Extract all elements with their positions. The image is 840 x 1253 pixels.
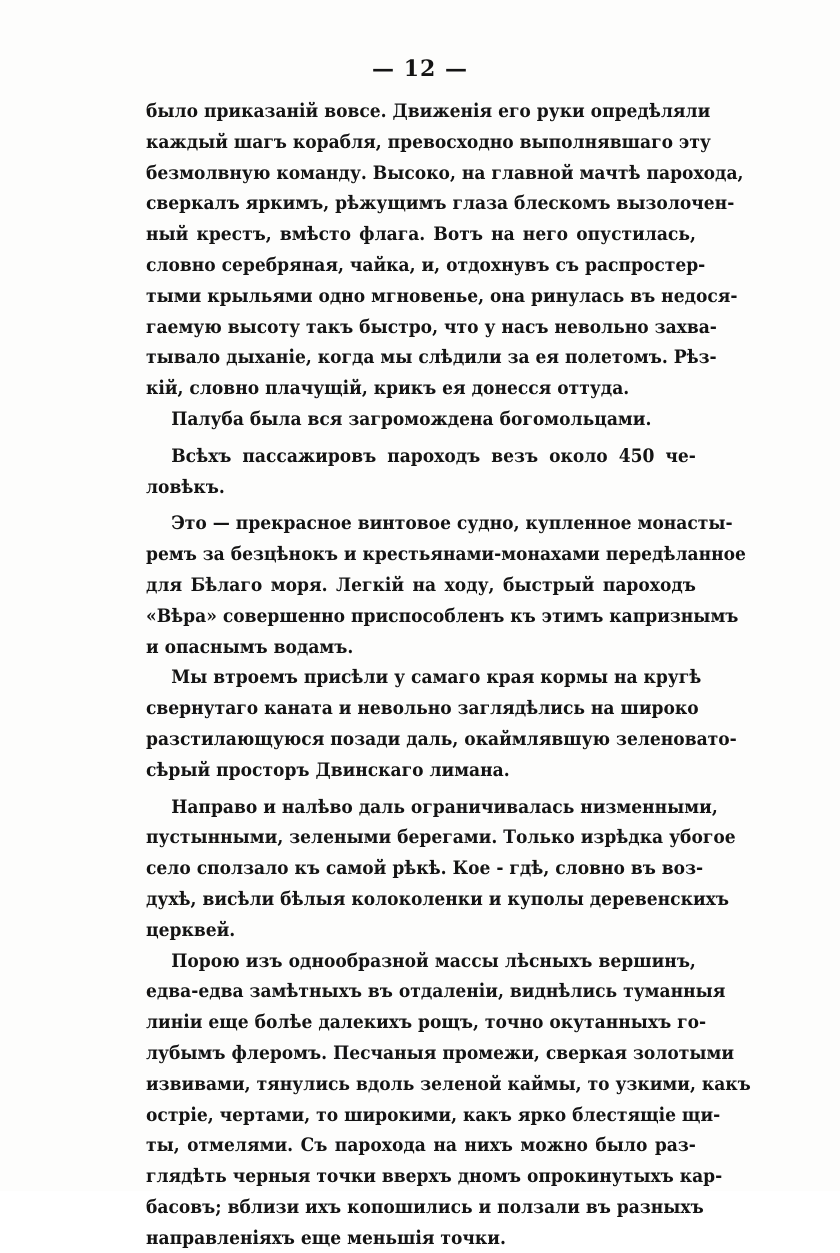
text-line: Это — прекрасное винтовое судно, купленное монасты-	[171, 512, 733, 535]
text-line: пустынными, зелеными берегами. Только изрѣдка убогое	[146, 826, 736, 849]
text-line: сверкалъ яркимъ, рѣжущимъ глаза блескомъ вызолочен-	[146, 192, 735, 215]
text-line: свернутаго каната и невольно заглядѣлись на широко	[146, 697, 699, 720]
text-line: безмолвную команду. Высоко, на главной мачтѣ парохода,	[146, 161, 744, 184]
text-line: село сползало къ самой рѣкѣ. Кое - гдѣ, словно въ воз-	[146, 857, 704, 880]
text-line: гаемую высоту такъ быстро, что у насъ невольно захва-	[146, 315, 717, 338]
text-line: Направо и налѣво даль ограничивалась низменными,	[171, 795, 718, 818]
text-line: словно серебряная, чайка, и, отдохнувъ съ распростер-	[146, 253, 706, 276]
text-line: тыми крыльями одно мгновенье, она ринулась въ недося-	[146, 284, 738, 307]
text-line: кій, словно плачущій, крикъ ея донесся оттуда.	[146, 377, 630, 400]
text-line: ный крестъ, вмѣсто флага. Вотъ на него опустилась,	[146, 223, 696, 246]
text-line: басовъ; вблизи ихъ копошились и ползали въ разныхъ	[146, 1195, 704, 1218]
text-line: церквей.	[146, 918, 236, 941]
text-line: лубымъ флеромъ. Песчаныя промежи, сверкая золотыми	[146, 1041, 735, 1064]
text-line: глядѣть черныя точки вверхъ дномъ опрокинутыхъ кар-	[146, 1165, 723, 1188]
text-line: ремъ за безцѣнокъ и крестьянами-монахами передѣланное	[146, 543, 746, 566]
text-line: тывало дыханіе, когда мы слѣдили за ея полетомъ. Рѣз-	[146, 346, 717, 369]
text-line: разстилающуюся позади даль, окаймлявшую зеленовато-	[146, 727, 737, 750]
text-line: направленіяхъ еще меньшія точки.	[146, 1226, 506, 1249]
page-number: — 12 —	[372, 56, 468, 82]
text-line: каждый шагъ корабля, превосходно выполнявшаго эту	[146, 130, 711, 153]
text-line: ловѣкъ.	[146, 475, 225, 498]
text-line: Мы втроемъ присѣли у самаго края кормы на кругѣ	[171, 666, 702, 689]
text-line: едва-едва замѣтныхъ въ отдаленіи, виднѣлись туманныя	[146, 980, 726, 1003]
text-line: было приказаній вовсе. Движенія его руки опредѣляли	[146, 100, 711, 122]
text-line: для Бѣлаго моря. Легкій на ходу, быстрый пароходъ	[146, 573, 696, 596]
text-line: и опаснымъ водамъ.	[146, 635, 354, 658]
text-line: Всѣхъ пассажировъ пароходъ везъ около 450 че-	[171, 444, 696, 467]
body-text	[146, 96, 751, 1253]
text-line: «Вѣра» совершенно приспособленъ къ этимъ капризнымъ	[146, 604, 739, 627]
text-line: ты, отмелями. Съ парохода на нихъ можно было раз-	[146, 1134, 696, 1157]
text-line: остріе, чертами, то широкими, какъ ярко блестящіе щи-	[146, 1103, 721, 1126]
text-line: сѣрый просторъ Двинскаго лимана.	[146, 758, 510, 781]
text-line: духѣ, висѣли бѣлыя колоколенки и куполы деревенскихъ	[146, 887, 729, 910]
text-line: Порою изъ однообразной массы лѣсныхъ вершинъ,	[171, 949, 696, 972]
text-line: Палуба была вся загромождена богомольцами.	[171, 407, 652, 430]
text-line: линіи еще болѣе далекихъ рощъ, точно окутанныхъ го-	[146, 1011, 707, 1034]
text-line: извивами, тянулись вдоль зеленой каймы, то узкими, какъ	[146, 1072, 751, 1095]
